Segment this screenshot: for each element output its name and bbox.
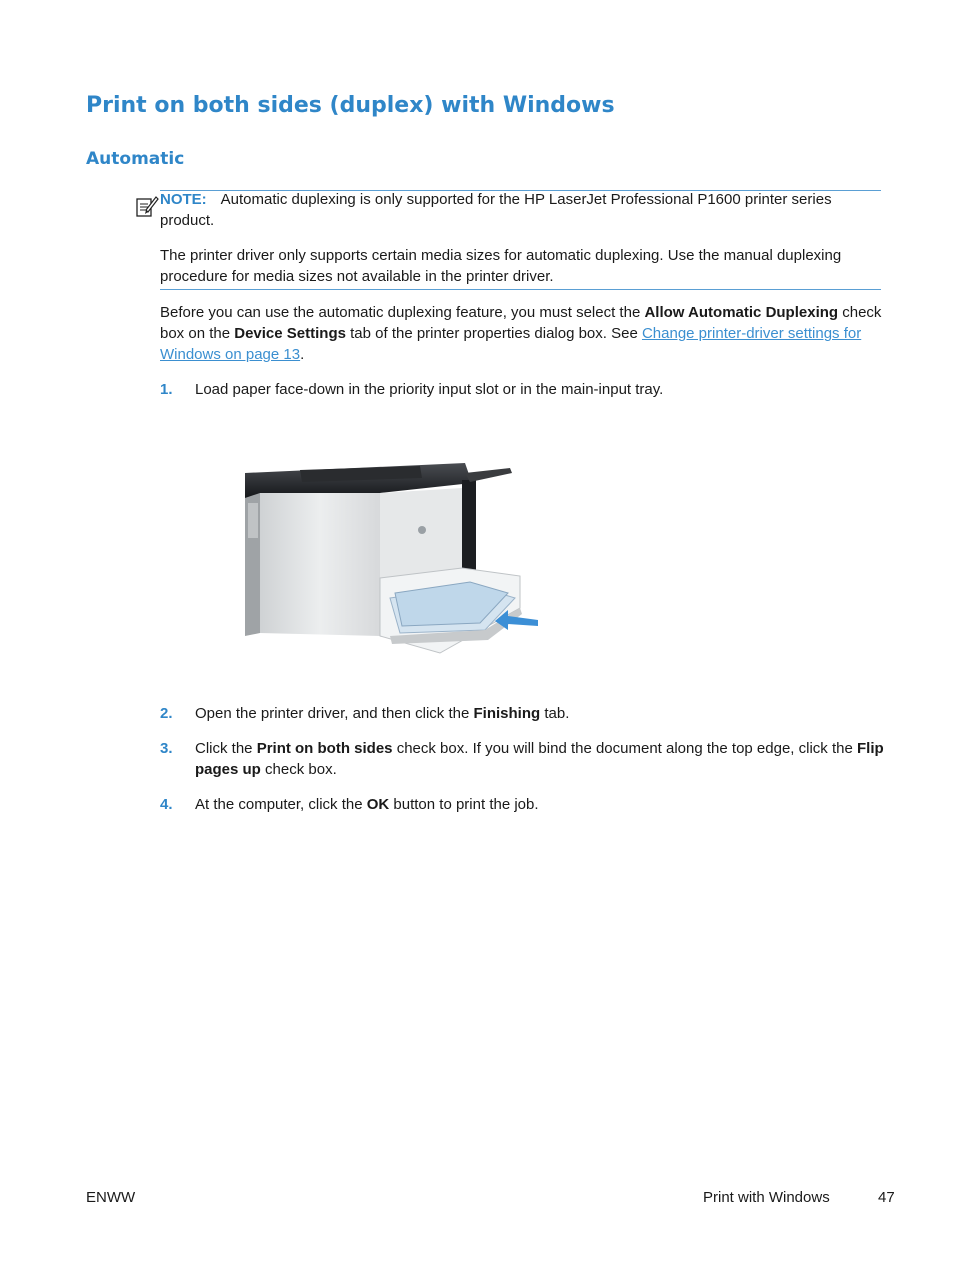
intro-text: tab of the printer properties dialog box. See xyxy=(345,325,642,342)
note-text-continued: product. xyxy=(160,212,215,229)
step-number: 4. xyxy=(160,796,173,813)
step-text: Load paper face-down in the priority input slot or in the main-input tray. xyxy=(195,381,664,398)
ok-button-label: OK xyxy=(366,796,390,813)
flip-pages-up-label: Flip pages up xyxy=(195,740,884,778)
note-label: NOTE: xyxy=(160,191,207,208)
intro-text: check box on the xyxy=(160,304,882,342)
note-icon xyxy=(134,193,160,219)
allow-automatic-duplexing-label: Allow Automatic Duplexing xyxy=(644,304,839,321)
step-number: 2. xyxy=(160,705,173,722)
step-text: Open the printer driver, and then click the Finishing tab. xyxy=(195,705,570,722)
intro-text: Before you can use the automatic duplexing feature, you must select the xyxy=(160,304,645,321)
intro-text: . xyxy=(300,346,305,363)
note-bottom-rule xyxy=(160,289,881,290)
note-paragraph-2: The printer driver only supports certain media sizes for automatic duplexing. Use the manual duplexing procedure for media sizes not available in the printer driver. xyxy=(160,247,842,285)
print-on-both-sides-label: Print on both sides xyxy=(256,740,393,757)
footer-section: Print with Windows xyxy=(703,1189,830,1206)
section-title: Automatic xyxy=(86,149,185,169)
footer-left: ENWW xyxy=(86,1189,136,1206)
note-text: Automatic duplexing is only supported for the HP LaserJet Professional P1600 printer series xyxy=(220,191,832,208)
step-text: At the computer, click the OK button to print the job. xyxy=(195,796,539,813)
page-title: Print on both sides (duplex) with Windows xyxy=(86,93,615,118)
change-driver-settings-link[interactable]: Change printer-driver settings for Windows on page 13 xyxy=(160,325,862,363)
step-number: 1. xyxy=(160,381,173,398)
finishing-tab-label: Finishing xyxy=(473,705,541,722)
step-text: Click the Print on both sides check box. If you will bind the document along the top edge, click the Flip pages up check box. xyxy=(195,740,884,778)
page-number: 47 xyxy=(878,1189,895,1206)
intro-paragraph xyxy=(160,302,884,365)
step-number: 3. xyxy=(160,740,173,757)
note-paragraph xyxy=(160,189,884,231)
printer-illustration xyxy=(240,458,540,658)
device-settings-label: Device Settings xyxy=(234,325,346,342)
